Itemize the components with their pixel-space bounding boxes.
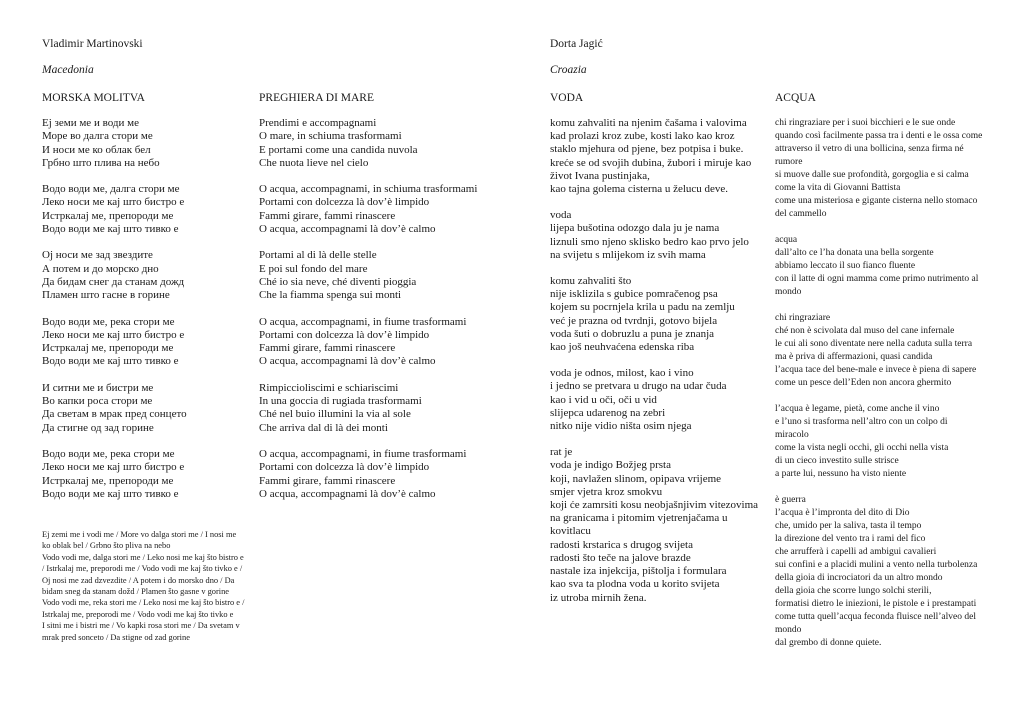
poem-line: acqua xyxy=(775,235,798,245)
poem-line: Да светам в мрак пред сонцето xyxy=(42,408,187,421)
poem-line: nastale iza injekcija, pištolja i formulara xyxy=(550,565,727,578)
poem-line: O acqua, accompagnami là dov’è calmo xyxy=(259,355,436,368)
poem-line: mondo xyxy=(775,625,802,635)
poem-line: attraverso il vetro di una bollicina, senza firma né xyxy=(775,144,964,154)
stanza xyxy=(42,117,242,170)
poem-line: quando così facilmente passa tra i denti e le ossa come xyxy=(775,131,983,141)
poem-line: liznuli smo njeno sklisko bedro kao prvo jelo xyxy=(550,235,749,248)
poem-line: come la vita di Giovanni Battista xyxy=(775,183,901,193)
poem-line: l’acqua è legame, pietà, come anche il vino xyxy=(775,404,940,414)
poem-line: Ché nel buio illumini la via al sole xyxy=(259,408,411,421)
poem-line: Водо води ме кај што тивко е xyxy=(42,487,179,500)
transliteration xyxy=(42,529,257,643)
poem-line: Fammi girare, fammi rinascere xyxy=(259,474,396,487)
poem-line: la direzione del vento tra i rami del fico xyxy=(775,534,926,544)
stanza xyxy=(775,403,1007,481)
poem-line: već je prazna od tvrdnji, gotovo bijela xyxy=(550,314,718,327)
stanza xyxy=(42,316,242,369)
poem-line: kao tajna golema cisterna u želucu deve. xyxy=(550,183,729,196)
poem-line: della gioia di incrociatori da un altro mondo xyxy=(775,573,943,583)
transliteration-line: Ej zemi me i vodi me / More vo dalga stori me / I nosi me xyxy=(42,530,237,539)
poem-line: i jedno se pretvara u drugo na udar čuda xyxy=(550,380,727,393)
poem-line: dal grembo di donne quiete. xyxy=(775,638,882,648)
transliteration-line: Vodo vodi me, reka stori me / Leko nosi me kaj što bistro e / xyxy=(42,598,245,608)
poem-line: na svijetu s mlijekom iz svih mama xyxy=(550,248,706,261)
poem-line: rumore xyxy=(775,157,803,167)
author-country: Croazia xyxy=(550,64,587,76)
poem-line: come la vista negli occhi, gli occhi nella vista xyxy=(775,443,949,453)
poem-line: ma è priva di affermazioni, quasi candida xyxy=(775,352,933,362)
poem-line: ché non è scivolata dal muso del cane infernale xyxy=(775,326,955,336)
poem-line: Водо води ме, далга стори ме xyxy=(42,183,180,196)
stanza xyxy=(42,448,242,501)
poem-line: Еј земи ме и води ме xyxy=(42,117,139,129)
stanza xyxy=(259,382,499,435)
poem-line: del cammello xyxy=(775,209,827,219)
poem-line: come tutta quell’acqua feconda fluisce nell’alveo del xyxy=(775,612,976,622)
poem-line: voda šuti o dobruzlu a puna je znanja xyxy=(550,327,715,340)
poem-line: smjer vjetra kroz smokvu xyxy=(550,485,663,498)
poem-line: kao još neuhvaćena edenska riba xyxy=(550,341,695,354)
poem-line: kao sva ta plodna voda u korito svijeta xyxy=(550,578,720,591)
poem-line: život Ivana pustinjaka, xyxy=(550,169,650,182)
transliteration-line: I sitni me i bistri me / Vo kapki rosa stori me / Da svetam v xyxy=(42,621,240,631)
poem-line: voda xyxy=(550,209,572,222)
poem-line: dall’alto ce l’ha donata una bella sorgente xyxy=(775,248,934,258)
poem-line: Истркалај ме, препороди ме xyxy=(42,209,174,222)
transliteration-line: Vodo vodi me, dalga stori me / Leko nosi me kaj što bistro e xyxy=(42,552,244,562)
poem-translation xyxy=(775,90,1007,663)
poem-line: Prendimi e accompagnami xyxy=(259,117,377,129)
poem-line: А потем и до морско дно xyxy=(42,262,159,275)
poem-line: Ој носи ме зад звездите xyxy=(42,249,153,262)
poem-line: l’acqua è l’impronta del dito di Dio xyxy=(775,508,910,518)
poem-line: Portami con dolcezza là dov’è limpido xyxy=(259,196,430,209)
poem-line: che arrufferà i capelli ad ambigui cavalieri xyxy=(775,547,937,557)
poem-translation xyxy=(259,90,499,514)
poem-line: O acqua, accompagnami, in fiume trasformami xyxy=(259,315,467,328)
stanza xyxy=(550,367,762,433)
poem-line: si muove dalle sue profondità, gorgoglia e si calma xyxy=(775,170,969,180)
poem-line: kad prolazi kroz zube, kosti lako kao kroz xyxy=(550,130,735,143)
stanza-list xyxy=(259,117,499,501)
stanza xyxy=(550,209,762,262)
right-page xyxy=(506,0,1013,716)
author-country: Macedonia xyxy=(42,64,94,76)
poem-line: O mare, in schiuma trasformami xyxy=(259,130,402,143)
poem-line: Водо води ме, река стори ме xyxy=(42,315,175,328)
poem-line: lijepa bušotina odozgo dala ju je nama xyxy=(550,222,720,235)
transliteration-line: bidam sneg da stanam dožd / Plamen što gasne v gorine xyxy=(42,587,230,597)
stanza xyxy=(259,249,499,302)
poem-line: O acqua, accompagnami là dov’è calmo xyxy=(259,223,436,236)
poem-title: VODA xyxy=(550,92,584,104)
poem-line: Che la fiamma spenga sui monti xyxy=(259,289,402,302)
poem-line: con il latte di ogni mamma come primo nutrimento al xyxy=(775,274,979,284)
stanza xyxy=(775,234,1007,299)
left-page xyxy=(0,0,506,716)
poem-line: nitko nije vidio ništa osim njega xyxy=(550,420,692,433)
poem-title: MORSKA MOLITVA xyxy=(42,92,145,104)
stanza xyxy=(550,446,762,604)
stanza xyxy=(775,494,1007,650)
poem-line: e l’uno si trasforma nell’altro con un colpo di xyxy=(775,417,948,427)
poem-line: Водо води ме кај што тивко е xyxy=(42,223,179,236)
poem-line: è guerra xyxy=(775,495,806,505)
poem-line: sui confini e a placidi mulini a vento nella turbolenza xyxy=(775,560,978,570)
poem-line: Леко носи ме кај што бистро е xyxy=(42,196,185,209)
stanza xyxy=(259,117,499,170)
transliteration-line: Istrkalaj me, preporodi me / Vodo vodi me kaj što tivko e xyxy=(42,609,234,619)
poem-line: Водо води ме кај што тивко е xyxy=(42,355,179,368)
poem-line: rat je xyxy=(550,446,573,459)
poem-line: Rimpiccioliscimi e schiariscimi xyxy=(259,381,399,394)
poem-line: Ché io sia neve, ché diventi pioggia xyxy=(259,275,417,288)
poem-line: И ситни ме и бистри ме xyxy=(42,381,154,394)
stanza xyxy=(259,316,499,369)
stanza xyxy=(42,183,242,236)
stanza xyxy=(42,249,242,302)
poem-line: kao i vid u oči, oči u vid xyxy=(550,393,657,406)
poem-line: koji, navlažen slinom, opipava vrijeme xyxy=(550,472,722,485)
poem-line: Portami al di là delle stelle xyxy=(259,249,377,262)
stanza-list xyxy=(42,117,242,501)
poem-line: slijepca udarenog na zebri xyxy=(550,406,666,419)
poem-line: O acqua, accompagnami, in schiuma trasformami xyxy=(259,183,478,196)
poem-original xyxy=(42,90,242,514)
poem-line: Во капки роса стори ме xyxy=(42,395,153,408)
poem-line: kovitlacu xyxy=(550,525,591,538)
stanza xyxy=(259,183,499,236)
transliteration-line: Oj nosi me zad dzvezdite / A potem i do morsko dno / Da xyxy=(42,575,235,585)
stanza-list xyxy=(550,117,762,605)
poem-line: le cui ali sono diventate nere nella caduta sulla terra xyxy=(775,339,973,349)
poem-line: koji će zamrsiti kosu neobjašnjivim vitezovima xyxy=(550,499,759,512)
poem-line: che, umido per la saliva, tasta il tempo xyxy=(775,521,922,531)
poem-line: iz utroba mirnih žena. xyxy=(550,591,647,604)
poem-line: Грбно што плива на небо xyxy=(42,156,160,169)
stanza xyxy=(42,382,242,435)
poem-line: a parte lui, nessuno ha visto niente xyxy=(775,469,907,479)
poem-line: Portami con dolcezza là dov’è limpido xyxy=(259,461,430,474)
poem-line: Да стигне од зад горине xyxy=(42,421,154,434)
poem-title: PREGHIERA DI MARE xyxy=(259,92,375,104)
poem-line: abbiamo leccato il suo fianco fluente xyxy=(775,261,916,271)
poem-line: miracolo xyxy=(775,430,809,440)
poem-line: komu zahvaliti na njenim čašama i valovima xyxy=(550,117,747,129)
poem-title: ACQUA xyxy=(775,92,816,104)
poem-line: formatisi dietro le iniezioni, le pistole e i prestampati xyxy=(775,599,977,609)
transliteration-line: mrak pred sonceto / Da stigne od zad gorine xyxy=(42,632,190,642)
poem-line: O acqua, accompagnami, in fiume trasformami xyxy=(259,447,467,460)
poem-line: Истркалај ме, препороди ме xyxy=(42,342,174,355)
stanza xyxy=(775,312,1007,390)
poem-line: della gioia che scorre lungo solchi sterili, xyxy=(775,586,932,596)
poem-line: Море во далга стори ме xyxy=(42,130,153,143)
poem-line: mondo xyxy=(775,287,802,297)
poem-line: Fammi girare, fammi rinascere xyxy=(259,209,396,222)
poem-line: Леко носи ме кај што бистро е xyxy=(42,461,185,474)
poem-line: radosti krstarica s drugog svijeta xyxy=(550,538,693,551)
poem-line: Пламен што гасне в горине xyxy=(42,289,170,302)
poem-line: O acqua, accompagnami là dov’è calmo xyxy=(259,487,436,500)
poem-line: Portami con dolcezza là dov’è limpido xyxy=(259,328,430,341)
transliteration-line: / Istrkalaj me, preporodi me / Vodo vodi me kaj što tivko e / xyxy=(42,564,243,574)
poem-line: Леко носи ме кај што бистро е xyxy=(42,328,185,341)
poem-line: Да бидам снег да станам дожд xyxy=(42,275,185,288)
poem-line: chi ringraziare per i suoi bicchieri e le sue onde xyxy=(775,118,956,128)
poem-line: In una goccia di rugiada trasformami xyxy=(259,395,422,408)
poem-line: komu zahvaliti što xyxy=(550,275,632,288)
stanza xyxy=(775,117,1007,221)
poem-line: na granicama i pitomim vjetrenjačama u xyxy=(550,512,728,525)
poem-line: come una misteriosa e gigante cisterna nello stomaco xyxy=(775,196,978,206)
poem-line: Истркалај ме, препороди ме xyxy=(42,474,174,487)
poem-line: Fammi girare, fammi rinascere xyxy=(259,342,396,355)
author-name: Dorta Jagić xyxy=(550,38,603,50)
poem-original xyxy=(550,90,762,618)
stanza xyxy=(259,448,499,501)
transliteration-line: ko oblak bel / Grbno što pliva na nebo xyxy=(42,541,171,551)
poem-line: E poi sul fondo del mare xyxy=(259,262,368,275)
poem-line: radosti što teče na jalove brazde xyxy=(550,551,691,564)
poem-line: Водо води ме, река стори ме xyxy=(42,447,175,460)
poem-line: Che arriva dal di là dei monti xyxy=(259,421,388,434)
stanza-list xyxy=(775,117,1007,650)
poem-line: E portami come una candida nuvola xyxy=(259,143,418,156)
poem-line: nije isklizila s gubice pomračenog psa xyxy=(550,288,718,301)
poem-line: voda je indigo Božjeg prsta xyxy=(550,459,671,472)
poem-line: di un cieco investito sulle strisce xyxy=(775,456,899,466)
poem-line: staklo mjehura od pjene, bez potpisa i buke. xyxy=(550,143,744,156)
poem-line: come un pesce dell’Eden non ancora ghermito xyxy=(775,378,952,388)
poem-line: chi ringraziare xyxy=(775,313,831,323)
author-name: Vladimir Martinovski xyxy=(42,38,143,50)
poem-line: voda je odnos, milost, kao i vino xyxy=(550,367,694,380)
poem-line: Che nuota lieve nel cielo xyxy=(259,156,369,169)
poem-line: kojem su pocrnjela krila u padu na zemlju xyxy=(550,301,735,314)
stanza xyxy=(550,275,762,354)
poem-line: l’acqua tace del bene-male e invece è piena di sapere xyxy=(775,365,977,375)
poem-line: И носи ме ко облак бел xyxy=(42,143,151,156)
stanza xyxy=(550,117,762,196)
poem-line: kreće se od svojih dubina, žubori i miruje kao xyxy=(550,156,752,169)
